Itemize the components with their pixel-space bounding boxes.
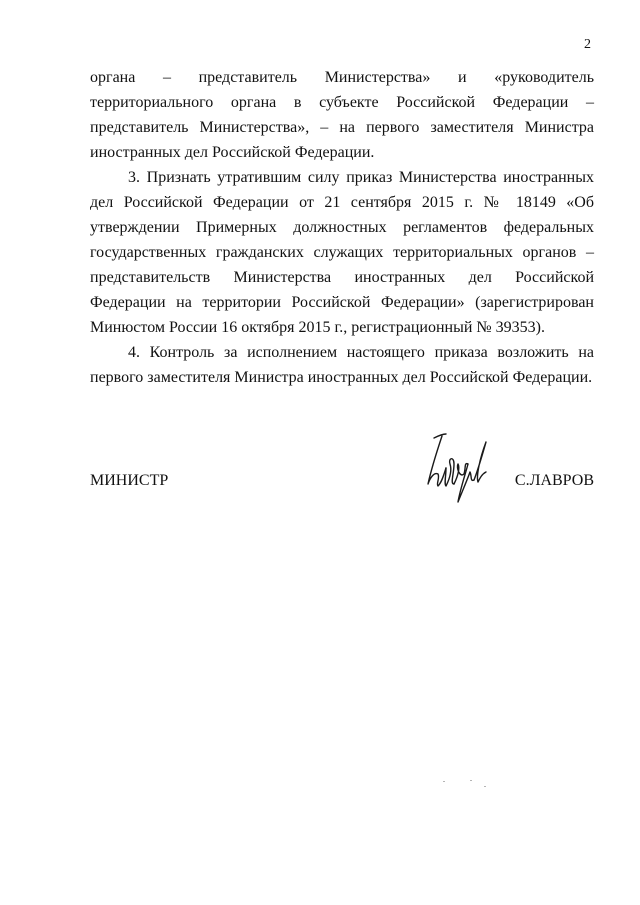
page-number: 2	[584, 37, 591, 52]
handwritten-signature	[420, 428, 500, 508]
paragraph-continuation: органа – представитель Министерства» и «руководитель территориального органа в субъекте Российской Федерации – представитель Министерства», – на первого заместителя Министра иностранных дел Российской Федерации.	[90, 69, 594, 161]
scan-speckle	[470, 780, 472, 781]
document-body	[90, 65, 594, 390]
signature-block	[90, 458, 594, 518]
signer-title: МИНИСТР	[90, 472, 169, 489]
paragraph-item-4: 4. Контроль за исполнением настоящего приказа возложить на первого заместителя Министра иностранных дел Российской Федерации.	[90, 344, 594, 386]
scan-speckle	[443, 781, 445, 782]
signer-name: С.ЛАВРОВ	[514, 472, 594, 489]
paragraph-item-3: 3. Признать утратившим силу приказ Министерства иностранных дел Российской Федерации от 21 сентября 2015 г. № 18149 «Об утверждении Примерных должностных регламентов федеральных государственных гражданских служащих территориальных органов – представительств Министерства иностранных дел Российской Федерации на территории Российской Федерации» (зарегистрирован Минюстом России 16 октября 2015 г., регистрационный № 39353).	[90, 169, 594, 336]
scan-speckle	[484, 786, 486, 787]
